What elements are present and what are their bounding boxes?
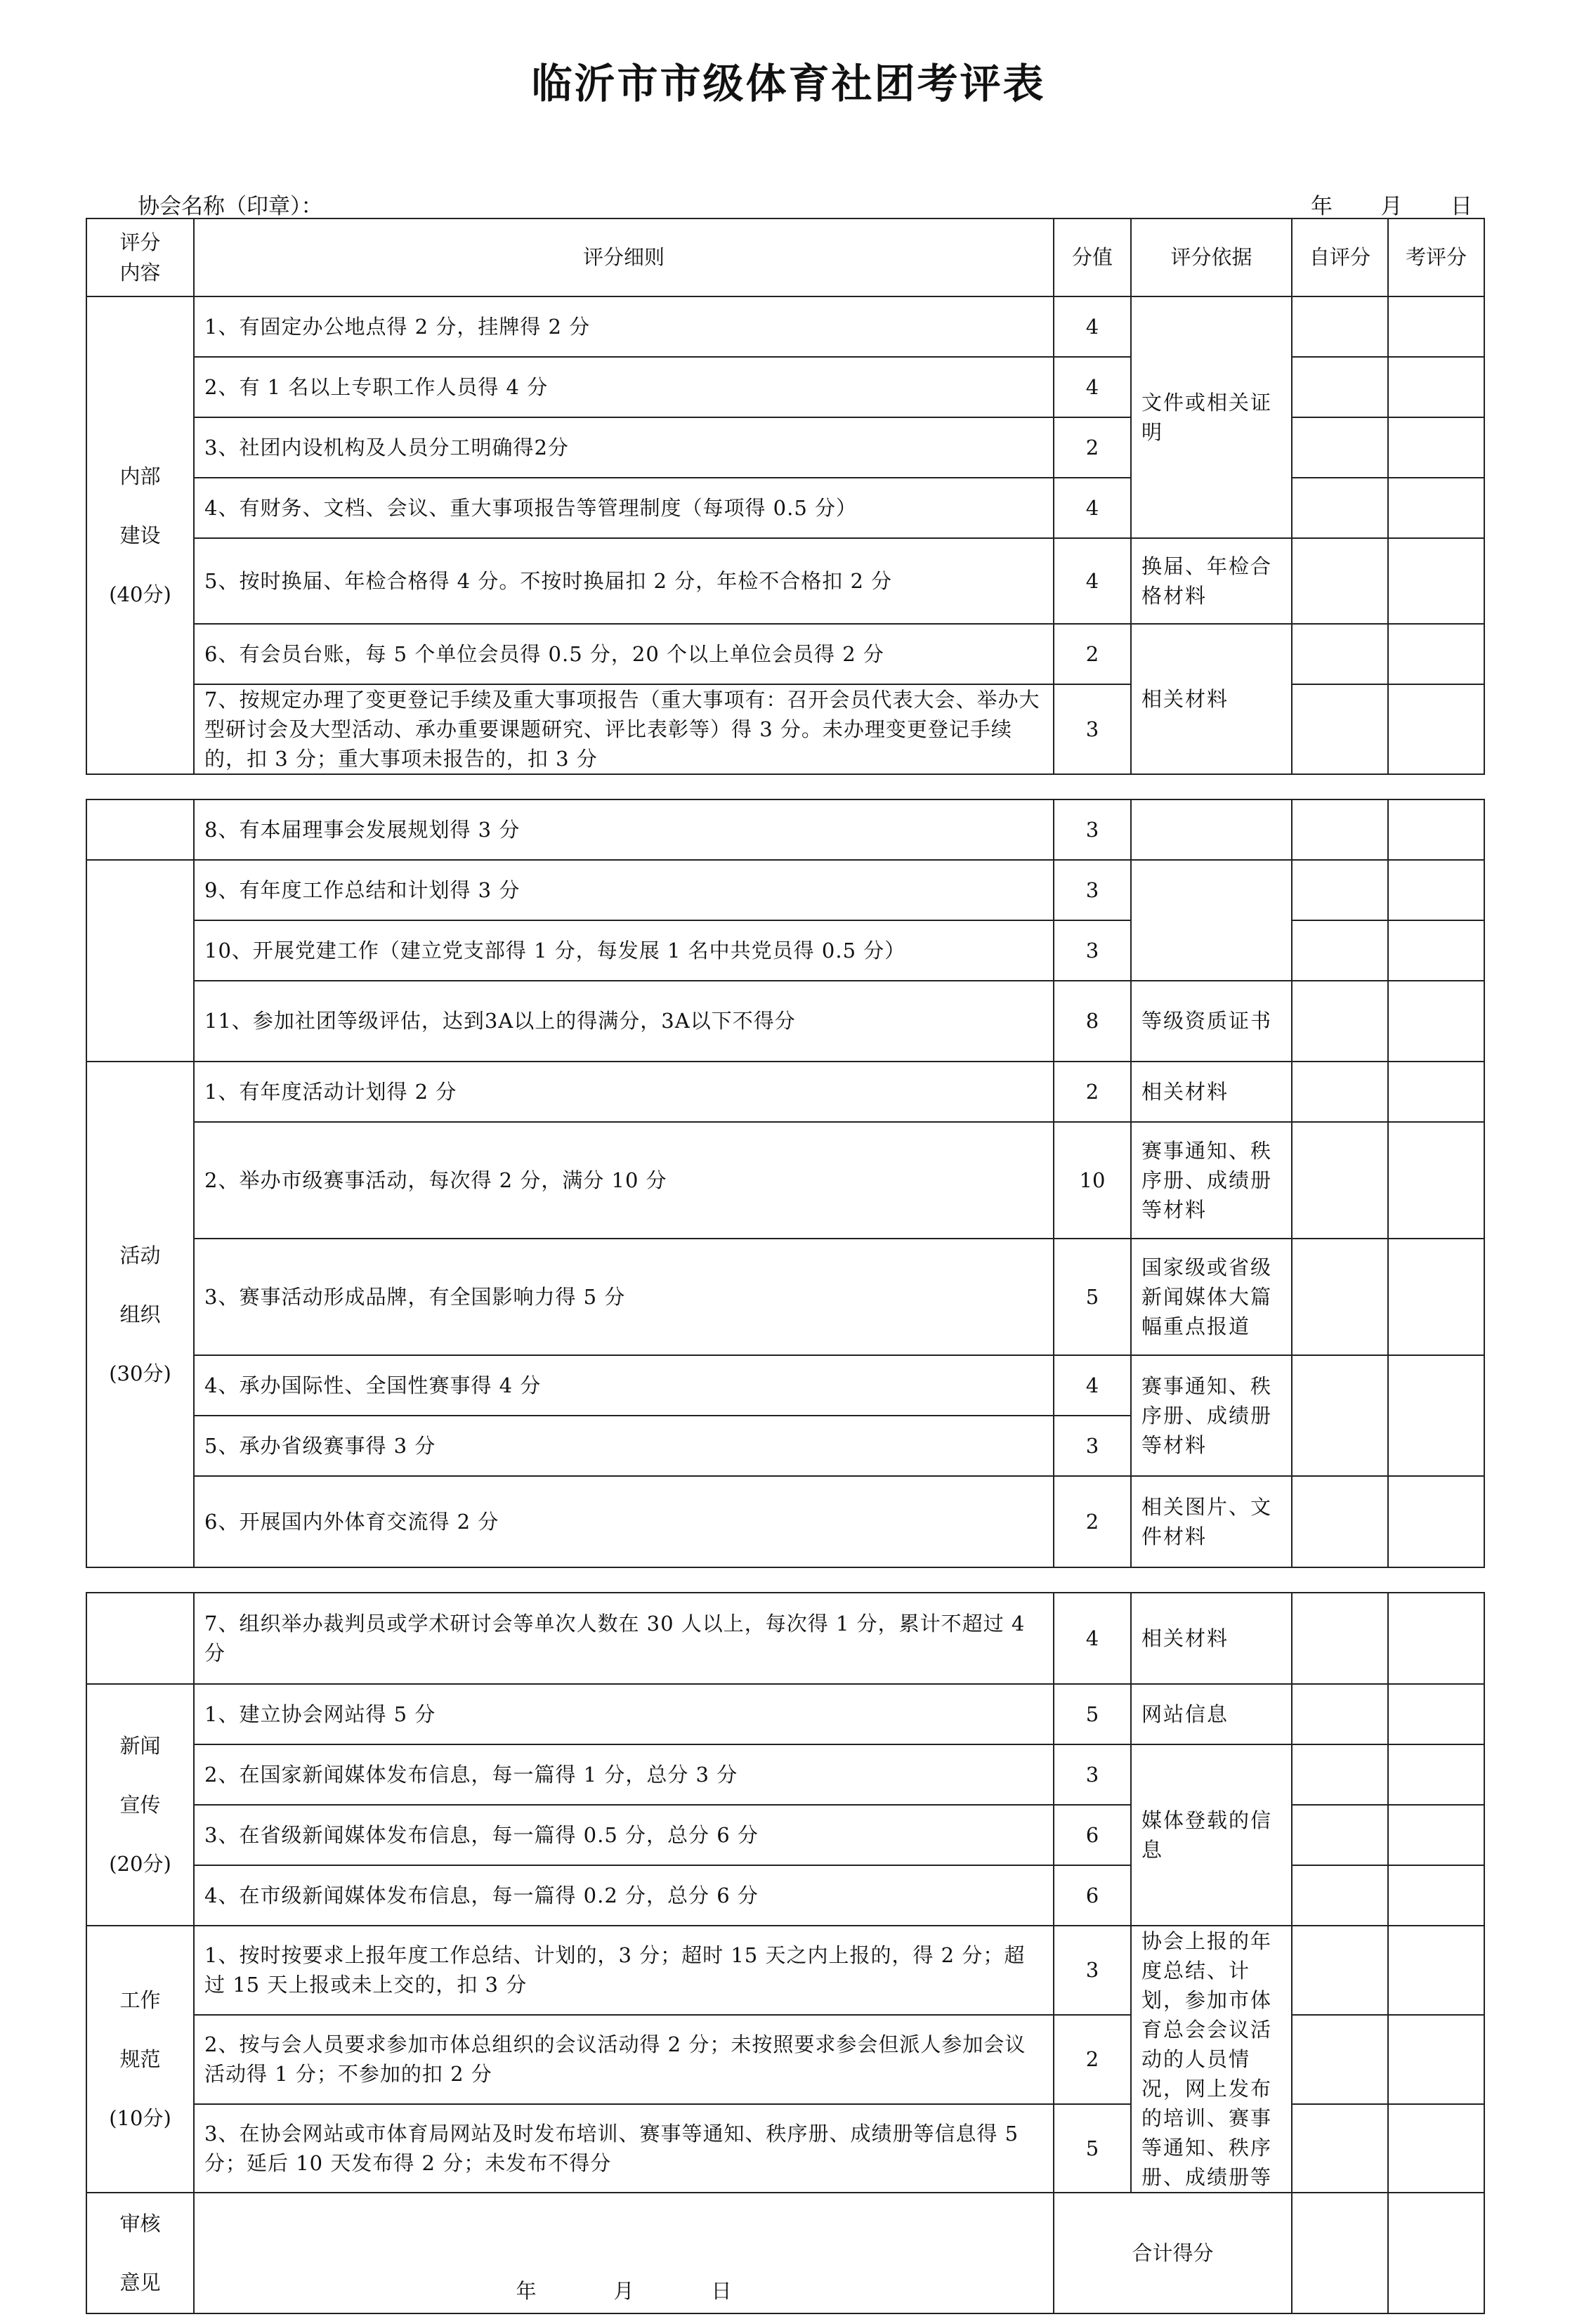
eval-score-cell[interactable] <box>1388 478 1484 538</box>
eval-score-cell[interactable] <box>1388 1122 1484 1239</box>
eval-score-cell[interactable] <box>1388 538 1484 624</box>
self-score-cell[interactable] <box>1292 1122 1388 1239</box>
eval-score-cell[interactable] <box>1388 2015 1484 2104</box>
rule-score: 4 <box>1054 1593 1131 1684</box>
self-score-cell[interactable] <box>1292 478 1388 538</box>
rule-score: 3 <box>1054 799 1131 860</box>
basis-cell: 赛事通知、秩序册、成绩册等材料 <box>1131 1122 1292 1239</box>
basis-cell: 相关图片、文件材料 <box>1131 1476 1292 1567</box>
self-score-cell[interactable] <box>1292 1865 1388 1926</box>
self-score-cell[interactable] <box>1292 1744 1388 1805</box>
rule-score: 4 <box>1054 296 1131 357</box>
rule-row: 3、在省级新闻媒体发布信息，每一篇得 0.5 分，总分 6 分 <box>194 1805 1054 1865</box>
eval-score-cell[interactable] <box>1388 1865 1484 1926</box>
header-category: 评分 内容 <box>86 218 194 296</box>
rule-row: 5、按时换届、年检合格得 4 分。不按时换届扣 2 分，年检不合格扣 2 分 <box>194 538 1054 624</box>
basis-cell: 相关材料 <box>1131 1593 1292 1684</box>
header-self-score: 自评分 <box>1292 218 1388 296</box>
rule-score: 5 <box>1054 1684 1131 1744</box>
header-eval-score: 考评分 <box>1388 218 1484 296</box>
self-score-cell[interactable] <box>1292 357 1388 417</box>
rule-row: 1、有年度活动计划得 2 分 <box>194 1062 1054 1122</box>
basis-cell: 赛事通知、秩序册、成绩册等材料 <box>1131 1355 1292 1476</box>
total-eval-score-cell[interactable] <box>1388 2193 1484 2313</box>
rule-row: 6、有会员台账，每 5 个单位会员得 0.5 分，20 个以上单位会员得 2 分 <box>194 624 1054 684</box>
rule-score: 4 <box>1054 478 1131 538</box>
eval-score-cell[interactable] <box>1388 920 1484 981</box>
rule-score: 8 <box>1054 981 1131 1062</box>
rule-score: 3 <box>1054 920 1131 981</box>
rule-row: 5、承办省级赛事得 3 分 <box>194 1416 1054 1476</box>
self-score-cell[interactable] <box>1292 2104 1388 2193</box>
eval-score-cell[interactable] <box>1388 1684 1484 1744</box>
basis-cell <box>1131 860 1292 981</box>
basis-cell: 换届、年检合格材料 <box>1131 538 1292 624</box>
rule-row: 10、开展党建工作（建立党支部得 1 分，每发展 1 名中共党员得 0.5 分） <box>194 920 1054 981</box>
rule-row: 1、按时按要求上报年度工作总结、计划的，3 分；超时 15 天之内上报的，得 2 分；超过 15 天上报或未上交的，扣 3 分 <box>194 1926 1054 2015</box>
self-score-cell[interactable] <box>1292 920 1388 981</box>
self-score-cell[interactable] <box>1292 417 1388 478</box>
self-score-cell[interactable] <box>1292 1593 1388 1684</box>
header-year: 年 <box>1311 194 1333 219</box>
rule-row: 2、举办市级赛事活动，每次得 2 分，满分 10 分 <box>194 1122 1054 1239</box>
rule-row: 8、有本届理事会发展规划得 3 分 <box>194 799 1054 860</box>
score-table-part1 <box>86 218 1485 775</box>
rule-row: 7、组织举办裁判员或学术研讨会等单次人数在 30 人以上，每次得 1 分，累计不超过 4 分 <box>194 1593 1054 1684</box>
self-score-cell[interactable] <box>1292 296 1388 357</box>
rule-score: 6 <box>1054 1805 1131 1865</box>
rule-row: 2、在国家新闻媒体发布信息，每一篇得 1 分，总分 3 分 <box>194 1744 1054 1805</box>
eval-score-cell[interactable] <box>1388 799 1484 860</box>
eval-score-cell[interactable] <box>1388 1476 1484 1567</box>
header-basis: 评分依据 <box>1131 218 1292 296</box>
eval-score-cell[interactable] <box>1388 860 1484 920</box>
rule-row: 1、建立协会网站得 5 分 <box>194 1684 1054 1744</box>
rule-row: 2、有 1 名以上专职工作人员得 4 分 <box>194 357 1054 417</box>
association-name-label: 协会名称（印章）： <box>138 194 323 219</box>
self-score-cell[interactable] <box>1292 538 1388 624</box>
rule-row: 6、开展国内外体育交流得 2 分 <box>194 1476 1054 1567</box>
rule-score: 4 <box>1054 1355 1131 1416</box>
rule-score: 2 <box>1054 2015 1131 2104</box>
rule-score: 10 <box>1054 1122 1131 1239</box>
self-score-cell[interactable] <box>1292 1684 1388 1744</box>
rule-row: 7、按规定办理了变更登记手续及重大事项报告（重大事项有：召开会员代表大会、举办大型研讨会及大型活动、承办重要课题研究、评比表彰等）得 3 分。未办理变更登记手续的，扣 3 分；重大事项未报告的，扣 3 分 <box>194 684 1054 774</box>
total-score-label: 合计得分 <box>1054 2193 1292 2313</box>
rule-score: 6 <box>1054 1865 1131 1926</box>
section-internal: 内部 建设 (40分) <box>86 296 194 774</box>
page-title: 临沂市市级体育社团考评表 <box>531 60 1046 107</box>
section-activity: 活动 组织 (30分) <box>86 1062 194 1567</box>
eval-score-cell[interactable] <box>1388 296 1484 357</box>
basis-cell: 国家级或省级新闻媒体大篇幅重点报道 <box>1131 1239 1292 1355</box>
rule-score: 3 <box>1054 860 1131 920</box>
rule-row: 11、参加社团等级评估，达到3A以上的得满分，3A以下不得分 <box>194 981 1054 1062</box>
section-blank <box>86 1593 194 1684</box>
self-score-cell[interactable] <box>1292 860 1388 920</box>
rule-score: 2 <box>1054 624 1131 684</box>
eval-score-cell[interactable] <box>1388 357 1484 417</box>
self-score-cell[interactable] <box>1292 799 1388 860</box>
eval-score-cell[interactable] <box>1388 1239 1484 1355</box>
score-table-part2 <box>86 799 1485 1568</box>
self-score-cell[interactable] <box>1292 624 1388 684</box>
section-review: 审核 意见 <box>86 2193 194 2313</box>
basis-cell: 相关材料 <box>1131 1062 1292 1122</box>
rule-row: 4、有财务、文档、会议、重大事项报告等管理制度（每项得 0.5 分） <box>194 478 1054 538</box>
section-news: 新闻 宣传 (20分) <box>86 1684 194 1926</box>
rule-row: 1、有固定办公地点得 2 分，挂牌得 2 分 <box>194 296 1054 357</box>
basis-cell: 相关材料 <box>1131 624 1292 774</box>
eval-score-cell[interactable] <box>1388 1062 1484 1122</box>
self-score-cell[interactable] <box>1292 1355 1388 1476</box>
review-date: 年 月 日 <box>516 2279 732 2304</box>
eval-score-cell[interactable] <box>1388 624 1484 684</box>
rule-row: 2、按与会人员要求参加市体总组织的会议活动得 2 分；未按照要求参会但派人参加会议活动得 1 分；不参加的扣 2 分 <box>194 2015 1054 2104</box>
rule-score: 3 <box>1054 1416 1131 1476</box>
basis-cell <box>1131 799 1292 860</box>
basis-cell: 媒体登载的信息 <box>1131 1744 1292 1926</box>
eval-score-cell[interactable] <box>1388 1355 1484 1476</box>
eval-score-cell[interactable] <box>1388 2104 1484 2193</box>
rule-score: 2 <box>1054 1476 1131 1567</box>
self-score-cell[interactable] <box>1292 981 1388 1062</box>
header-detail: 评分细则 <box>194 218 1054 296</box>
rule-score: 3 <box>1054 1744 1131 1805</box>
self-score-cell[interactable] <box>1292 1239 1388 1355</box>
rule-row: 3、社团内设机构及人员分工明确得2分 <box>194 417 1054 478</box>
header-score: 分值 <box>1054 218 1131 296</box>
header-date <box>1311 188 1472 220</box>
section-blank <box>86 860 194 1062</box>
rule-row: 9、有年度工作总结和计划得 3 分 <box>194 860 1054 920</box>
rule-row: 3、在协会网站或市体育局网站及时发布培训、赛事等通知、秩序册、成绩册等信息得 5 分；延后 10 天发布得 2 分；未发布不得分 <box>194 2104 1054 2193</box>
rule-score: 4 <box>1054 538 1131 624</box>
eval-score-cell[interactable] <box>1388 1593 1484 1684</box>
eval-score-cell[interactable] <box>1388 1744 1484 1805</box>
review-opinion-cell[interactable] <box>194 2193 1054 2313</box>
eval-score-cell[interactable] <box>1388 684 1484 774</box>
score-table-part3 <box>86 1592 1485 2314</box>
eval-score-cell[interactable] <box>1388 1805 1484 1865</box>
section-blank <box>86 799 194 860</box>
rule-score: 2 <box>1054 1062 1131 1122</box>
rule-row: 4、在市级新闻媒体发布信息，每一篇得 0.2 分，总分 6 分 <box>194 1865 1054 1926</box>
basis-cell: 网站信息 <box>1131 1684 1292 1744</box>
self-score-cell[interactable] <box>1292 684 1388 774</box>
header-month: 月 <box>1380 194 1403 219</box>
eval-score-cell[interactable] <box>1388 1926 1484 2015</box>
basis-cell: 协会上报的年度总结、计划，参加市体育总会会议活动的人员情况，网上发布的培训、赛事等通知、秩序册、成绩册等 <box>1131 1926 1292 2193</box>
eval-score-cell[interactable] <box>1388 417 1484 478</box>
self-score-cell[interactable] <box>1292 2015 1388 2104</box>
eval-score-cell[interactable] <box>1388 981 1484 1062</box>
self-score-cell[interactable] <box>1292 1805 1388 1865</box>
total-self-score-cell[interactable] <box>1292 2193 1388 2313</box>
rule-row: 3、赛事活动形成品牌，有全国影响力得 5 分 <box>194 1239 1054 1355</box>
rule-score: 4 <box>1054 357 1131 417</box>
rule-score: 3 <box>1054 684 1131 774</box>
self-score-cell[interactable] <box>1292 1062 1388 1122</box>
rule-score: 3 <box>1054 1926 1131 2015</box>
rule-row: 4、承办国际性、全国性赛事得 4 分 <box>194 1355 1054 1416</box>
rule-score: 2 <box>1054 417 1131 478</box>
self-score-cell[interactable] <box>1292 1926 1388 2015</box>
basis-cell: 等级资质证书 <box>1131 981 1292 1062</box>
self-score-cell[interactable] <box>1292 1476 1388 1567</box>
header-day: 日 <box>1451 194 1472 219</box>
basis-cell: 文件或相关证明 <box>1131 296 1292 538</box>
rule-score: 5 <box>1054 2104 1131 2193</box>
section-norms: 工作 规范 (10分) <box>86 1926 194 2193</box>
rule-score: 5 <box>1054 1239 1131 1355</box>
